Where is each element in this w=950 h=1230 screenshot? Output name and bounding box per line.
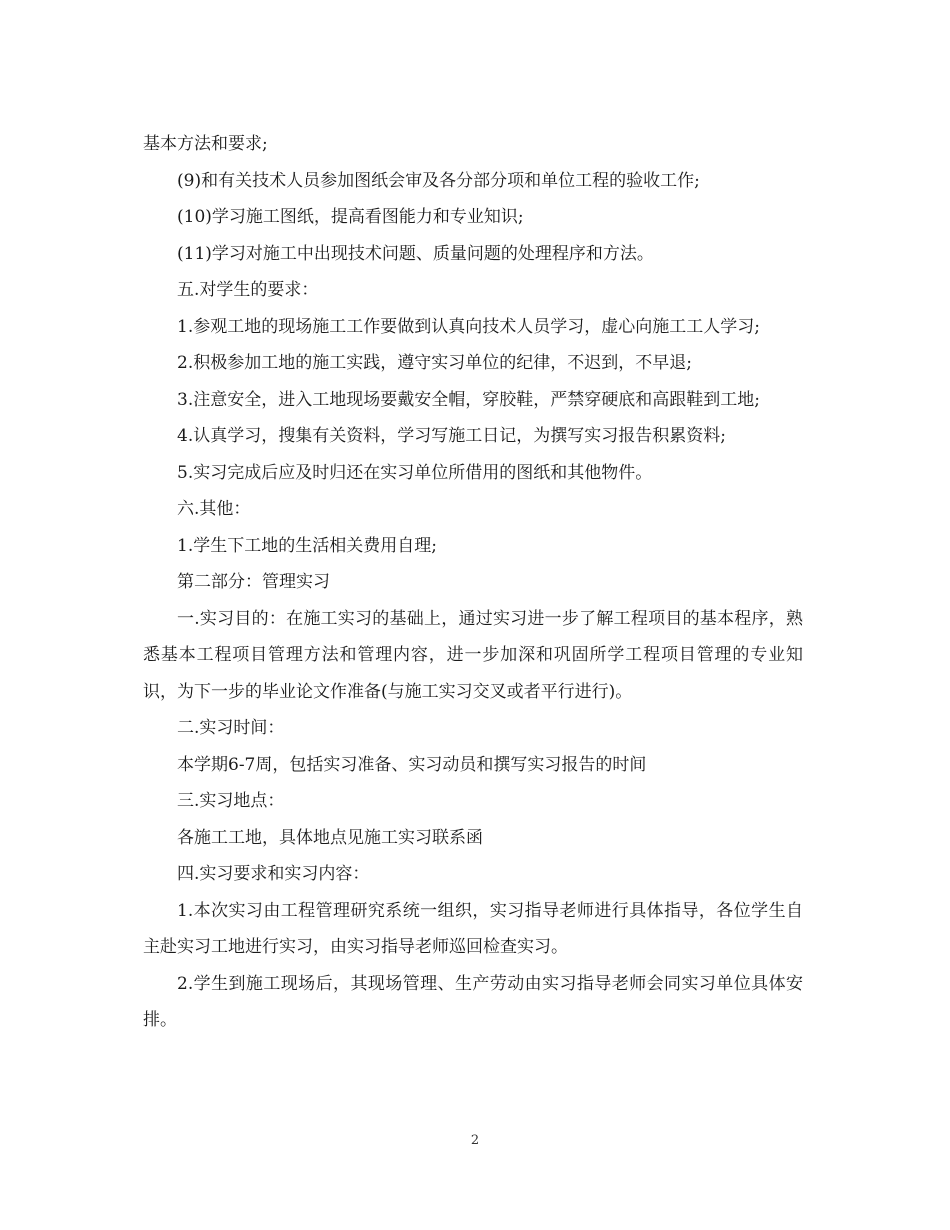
paragraph: 基本方法和要求;: [143, 134, 268, 154]
paragraph: (10)学习施工图纸，提高看图能力和专业知识;: [177, 207, 524, 227]
paragraph: 1.本次实习由工程管理研究系统一组织，实习指导老师进行具体指导，各位学生自主赴实习工地进行实习，由实习指导老师巡回检查实习。: [143, 900, 803, 957]
paragraph: (9)和有关技术人员参加图纸会审及各分部分项和单位工程的验收工作;: [177, 170, 700, 191]
section-heading: 三.实习地点：: [177, 791, 285, 811]
section-heading: 五.对学生的要求：: [177, 280, 319, 300]
paragraph: 4.认真学习，搜集有关资料，学习写施工日记，为撰写实习报告积累资料;: [177, 426, 726, 446]
paragraph: (11)学习对施工中出现技术问题、质量问题的处理程序和方法。: [177, 243, 654, 264]
paragraph: 1.参观工地的现场施工工作要做到认真向技术人员学习，虚心向施工工人学习;: [177, 316, 760, 337]
paragraph: 1.学生下工地的生活相关费用自理;: [177, 535, 437, 556]
paragraph: 2.积极参加工地的施工实践，遵守实习单位的纪律，不迟到，不早退;: [177, 353, 692, 373]
paragraph: 各施工工地，具体地点见施工实习联系函: [177, 827, 483, 848]
paragraph: 2.学生到施工现场后，其现场管理、生产劳动由实习指导老师会同实习单位具体安排。: [143, 973, 803, 1030]
section-heading: 二.实习时间：: [177, 718, 285, 738]
paragraph: 本学期6-7周，包括实习准备、实习动员和撰写实习报告的时间: [177, 754, 647, 775]
part-heading: 第二部分：管理实习: [177, 572, 330, 592]
paragraph: 3.注意安全，进入工地现场要戴安全帽，穿胶鞋，严禁穿硬底和高跟鞋到工地;: [177, 389, 760, 410]
document-body: [143, 126, 803, 1039]
paragraph: 5.实习完成后应及时归还在实习单位所借用的图纸和其他物件。: [177, 462, 653, 483]
section-heading: 四.实习要求和实习内容：: [177, 864, 370, 884]
page-number: 2: [470, 1133, 480, 1148]
section-heading: 六.其他：: [177, 499, 251, 519]
paragraph: 一.实习目的：在施工实习的基础上，通过实习进一步了解工程项目的基本程序，熟悉基本工程项目管理方法和管理内容，进一步加深和巩固所学工程项目管理的专业知识，为下一步的毕业论文作准备(与施工实习交叉或者平行进行)。: [143, 608, 803, 702]
